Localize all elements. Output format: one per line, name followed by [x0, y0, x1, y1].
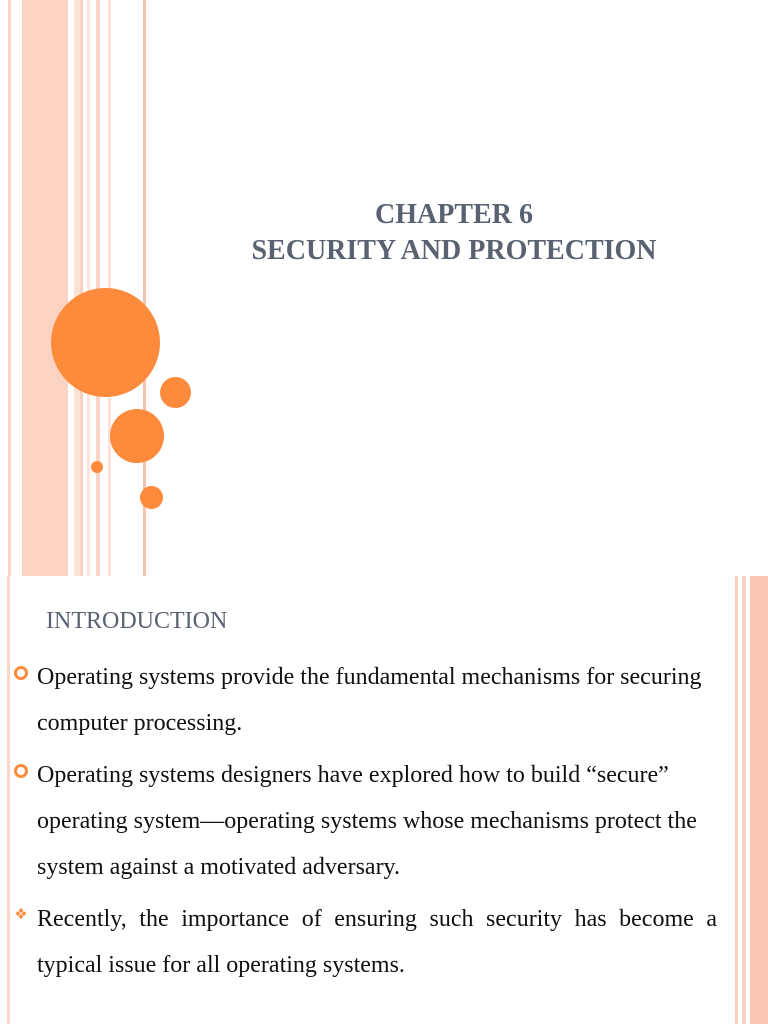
- content-slide: [0, 576, 768, 1024]
- decor-stripe: [7, 576, 10, 1024]
- list-item: [37, 654, 717, 746]
- list-item: [37, 752, 717, 890]
- decor-circle-tiny: [91, 461, 103, 473]
- decor-stripe: [8, 0, 11, 576]
- decor-stripe: [742, 576, 746, 1024]
- decor-circle-large: [51, 288, 160, 397]
- bullet-text: Operating systems provide the fundamental mechanisms for securing computer processing.: [37, 664, 702, 736]
- decor-stripe: [80, 0, 83, 576]
- bullet-text: Operating systems designers have explored how to build “secure” operating system—operating systems whose mechanisms protect the system against a motivated adversary.: [37, 762, 697, 880]
- section-heading: INTRODUCTION: [46, 608, 228, 634]
- title-line-chapter: CHAPTER 6: [375, 199, 533, 230]
- decor-stripe: [0, 576, 7, 1024]
- decor-stripe: [0, 0, 8, 576]
- title-line-topic: SECURITY AND PROTECTION: [251, 235, 657, 266]
- bullet-text: Recently, the importance of ensuring such security has become a typical issue for all operating systems.: [37, 906, 717, 978]
- decor-stripe: [87, 0, 90, 576]
- list-item: [14, 896, 717, 988]
- diamond-bullet-icon: ❖: [14, 907, 28, 923]
- slide-title: [150, 197, 758, 269]
- bullet-list: [14, 654, 717, 994]
- decor-stripe: [750, 576, 768, 1024]
- ring-bullet-icon: [14, 764, 28, 778]
- ring-bullet-icon: [14, 666, 28, 680]
- decor-circle-small: [140, 486, 163, 509]
- decor-stripe: [735, 576, 738, 1024]
- decor-stripe: [22, 0, 68, 576]
- decor-circle-small: [160, 377, 191, 408]
- decor-circle-medium: [110, 409, 164, 463]
